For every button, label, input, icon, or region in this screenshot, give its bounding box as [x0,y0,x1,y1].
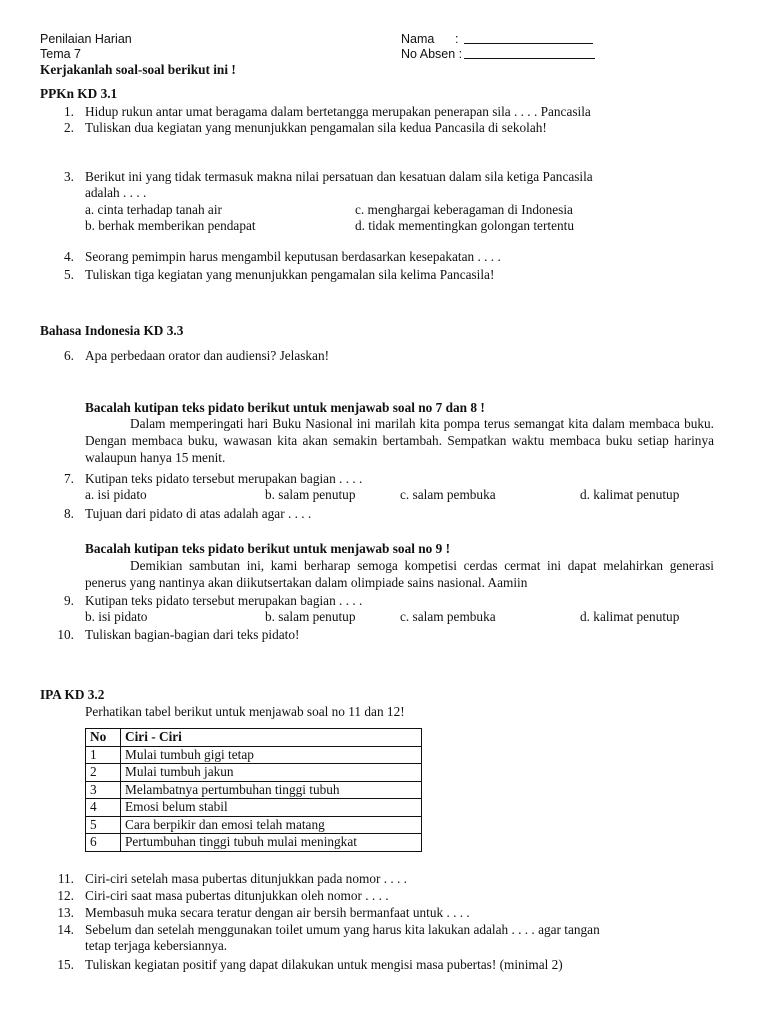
question-number: 12. [57,888,74,903]
table-instruction: Perhatikan tabel berikut untuk menjawab soal no 11 dan 12! [85,704,405,719]
question-number: 10. [57,627,74,642]
question-text: Berikut ini yang tidak termasuk makna nilai persatuan dan kesatuan dalam sila ketiga Pancasila [85,169,593,184]
question-number: 9. [64,593,74,608]
question-number: 6. [64,348,74,363]
table-cell: Mulai tumbuh jakun [121,764,422,782]
table-header-row [86,729,422,747]
table-row [86,764,422,782]
answer-option: c. menghargai keberagaman di Indonesia [355,202,573,217]
name-blank-field[interactable] [464,31,593,44]
question-number: 5. [64,267,74,282]
question-number: 1. [64,104,74,119]
table-row [86,816,422,834]
question-number: 13. [57,905,74,920]
absen-blank-field[interactable] [464,46,595,59]
speech-excerpt-1 [85,415,714,466]
question-text: Tujuan dari pidato di atas adalah agar . . . . [85,506,312,521]
section-heading-bahasa-indonesia: Bahasa Indonesia KD 3.3 [40,323,184,338]
table-row [86,799,422,817]
section-heading-ipa: IPA KD 3.2 [40,687,105,702]
question-text: Apa perbedaan orator dan audiensi? Jelaskan! [85,348,330,363]
answer-option: d. kalimat penutup [580,609,680,624]
answer-option: b. berhak memberikan pendapat [85,218,256,233]
answer-option: a. isi pidato [85,487,147,502]
question-text: Hidup rukun antar umat beragama dalam bertetangga merupakan penerapan sila . . . . Pancasila [85,104,591,119]
name-colon: : [455,32,459,46]
table-header-cell: Ciri - Ciri [121,729,422,747]
table-cell: 4 [86,799,121,817]
table-cell: 6 [86,834,121,852]
name-label: Nama [401,32,435,46]
answer-option: b. salam penutup [265,487,356,502]
question-text: Ciri-ciri saat masa pubertas ditunjukkan oleh nomor . . . . [85,888,389,903]
question-text: Sebelum dan setelah menggunakan toilet umum yang harus kita lakukan adalah . . . . agar tangan [85,922,600,937]
table-row [86,834,422,852]
question-text: Seorang pemimpin harus mengambil keputusan berdasarkan kesepakatan . . . . [85,249,501,264]
table-cell: 1 [86,746,121,764]
table-cell: Pertumbuhan tinggi tubuh mulai meningkat [121,834,422,852]
question-number: 15. [57,957,74,972]
absen-label: No Absen : [401,47,463,61]
table-cell: Melambatnya pertumbuhan tinggi tubuh [121,781,422,799]
speech-excerpt-2 [85,557,714,591]
answer-option: a. cinta terhadap tanah air [85,202,222,217]
answer-option: b. isi pidato [85,609,148,624]
answer-option: d. tidak mementingkan golongan tertentu [355,218,574,233]
table-header-cell: No [86,729,121,747]
question-text-continued: tetap terjaga kebersiannya. [85,938,228,953]
assessment-title: Penilaian Harian [40,32,132,46]
question-number: 8. [64,506,74,521]
question-number: 14. [57,922,74,937]
speech-excerpt-text: Demikian sambutan ini, kami berharap semoga kompetisi cerdas cermat ini dapat melahirkan generasi penerus yang nantinya akan diikutsertakan dalam olimpiade sains nasional. Aamiin [85,558,714,590]
table-row [86,781,422,799]
table-cell: 5 [86,816,121,834]
question-text: Kutipan teks pidato tersebut merupakan bagian . . . . [85,471,363,486]
answer-option: b. salam penutup [265,609,356,624]
question-number: 2. [64,120,74,135]
answer-option: d. kalimat penutup [580,487,680,502]
question-number: 3. [64,169,74,184]
table-row [86,746,422,764]
table-cell: Cara berpikir dan emosi telah matang [121,816,422,834]
question-text: Kutipan teks pidato tersebut merupakan bagian . . . . [85,593,363,608]
speech-excerpt-text: Dalam memperingati hari Buku Nasional ini marilah kita pompa terus semangat kita dalam membaca buku. Dengan membaca buku, wawasan kita akan semakin bertambah. Sempatkan waktu membaca buku setiap harinya walaupun hanya 15 menit. [85,416,714,465]
question-text: Tuliskan tiga kegiatan yang menunjukkan pengamalan sila kelima Pancasila! [85,267,495,282]
table-cell: 2 [86,764,121,782]
table-cell: 3 [86,781,121,799]
reading-instruction: Bacalah kutipan teks pidato berikut untuk menjawab soal no 9 ! [85,541,451,556]
instruction-text: Kerjakanlah soal-soal berikut ini ! [40,62,236,77]
question-text: Tuliskan bagian-bagian dari teks pidato! [85,627,300,642]
answer-option: c. salam pembuka [400,487,496,502]
question-text: Ciri-ciri setelah masa pubertas ditunjukkan pada nomor . . . . [85,871,407,886]
question-text: Membasuh muka secara teratur dengan air bersih bermanfaat untuk . . . . [85,905,470,920]
answer-option: c. salam pembuka [400,609,496,624]
question-number: 7. [64,471,74,486]
table-cell: Emosi belum stabil [121,799,422,817]
question-text: Tuliskan dua kegiatan yang menunjukkan pengamalan sila kedua Pancasila di sekolah! [85,120,547,135]
question-number: 4. [64,249,74,264]
reading-instruction: Bacalah kutipan teks pidato berikut untuk menjawab soal no 7 dan 8 ! [85,400,485,415]
characteristics-table [85,728,422,852]
section-heading-ppkn: PPKn KD 3.1 [40,86,118,101]
theme-label: Tema 7 [40,47,81,61]
table-cell: Mulai tumbuh gigi tetap [121,746,422,764]
question-text-continued: adalah . . . . [85,185,147,200]
question-number: 11. [57,871,74,886]
question-text: Tuliskan kegiatan positif yang dapat dilakukan untuk mengisi masa pubertas! (minimal 2) [85,957,563,972]
